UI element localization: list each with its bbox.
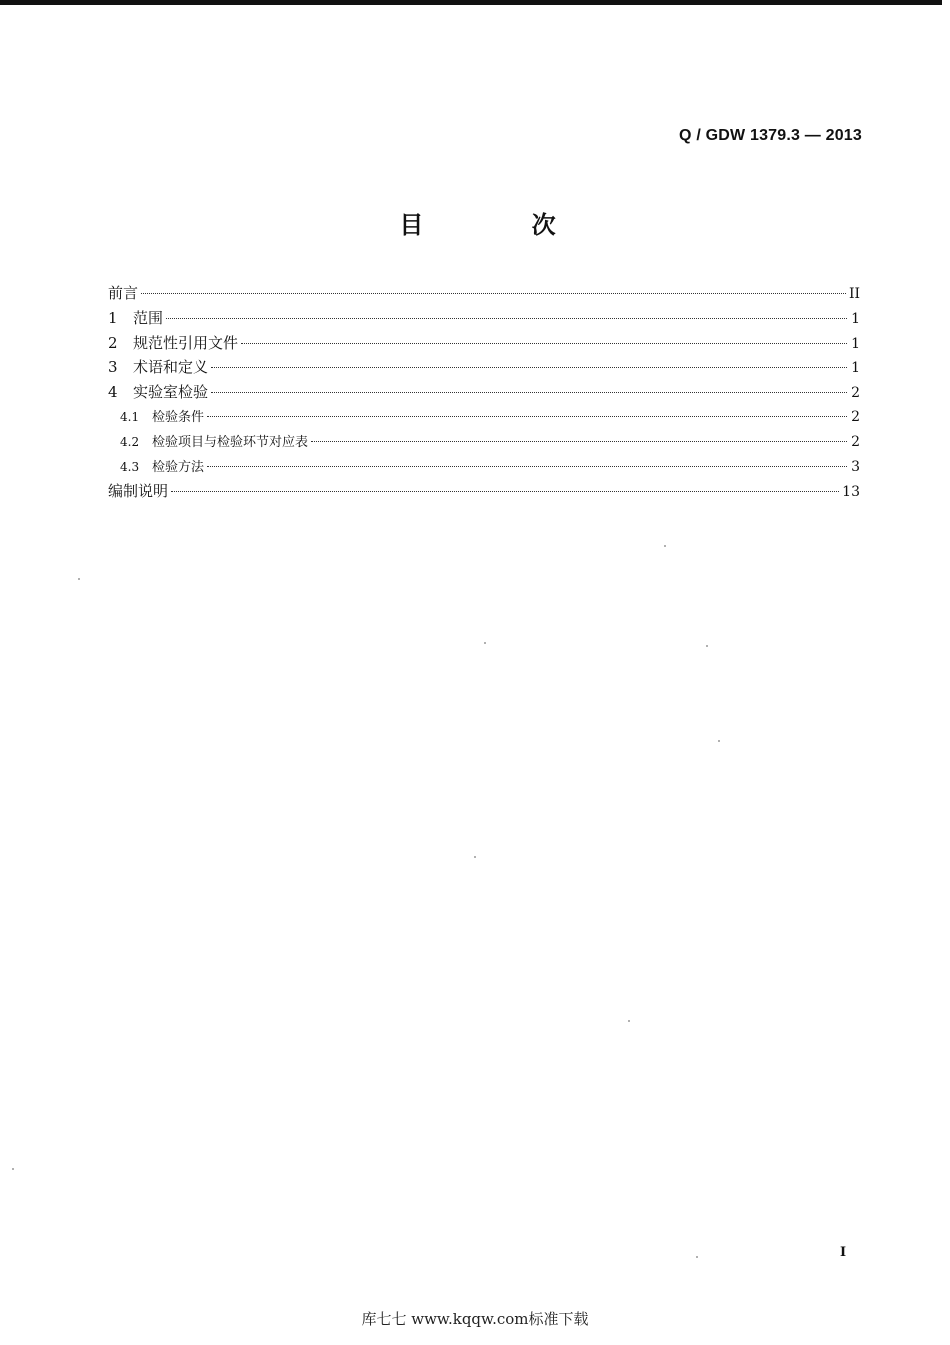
scan-speck [474, 856, 476, 858]
scan-speck [706, 645, 708, 647]
toc-entry-label: 前言 [108, 284, 139, 302]
toc-entry-number: 3 [108, 358, 118, 377]
toc-entry-inspection-methods[interactable] [108, 456, 860, 481]
toc-leader-dots [166, 318, 847, 319]
toc-entry-page: 2 [851, 433, 860, 450]
toc-entry-label: 检验项目与检验环节对应表 [152, 434, 309, 450]
scan-speck [12, 1168, 14, 1170]
toc-entry-label: 范围 [133, 308, 164, 327]
toc-leader-dots [241, 343, 847, 344]
scan-speck [718, 740, 720, 742]
toc-entry-number: 4 [108, 383, 118, 402]
toc-entry-foreword[interactable] [108, 282, 860, 307]
toc-entry-page: II [848, 286, 860, 302]
scan-speck [696, 1256, 698, 1258]
toc-entry-inspection-items-table[interactable] [108, 431, 860, 456]
toc-entry-page: 13 [842, 484, 860, 501]
table-of-contents [108, 282, 860, 505]
toc-entry-page: 1 [851, 335, 860, 352]
toc-entry-scope[interactable] [108, 307, 860, 332]
toc-entry-page: 2 [851, 408, 860, 425]
toc-entry-number: 4.2 [120, 434, 140, 449]
toc-entry-number: 4.3 [120, 459, 140, 474]
toc-entry-terms-definitions[interactable] [108, 356, 860, 381]
scan-speck [484, 642, 486, 644]
toc-entry-page: 2 [851, 385, 860, 402]
toc-entry-number: 4.1 [120, 409, 140, 424]
document-code: Q / GDW 1379.3 — 2013 [679, 127, 862, 144]
toc-entry-laboratory-inspection[interactable] [108, 381, 860, 406]
toc-leader-dots [311, 441, 847, 442]
toc-entry-number: 2 [108, 333, 118, 352]
scan-speck [664, 545, 666, 547]
toc-leader-dots [207, 416, 847, 417]
toc-title: 目 次 [399, 211, 606, 239]
toc-entry-page: 3 [851, 458, 860, 475]
toc-entry-label: 检验条件 [152, 409, 205, 425]
toc-entry-label: 规范性引用文件 [133, 333, 239, 352]
toc-entry-label: 术语和定义 [133, 358, 209, 377]
toc-entry-inspection-conditions[interactable] [108, 406, 860, 431]
page-number: I [840, 1245, 847, 1260]
toc-entry-label: 实验室检验 [133, 383, 209, 402]
toc-entry-compilation-notes[interactable] [108, 480, 860, 505]
toc-leader-dots [141, 293, 846, 294]
scan-speck [628, 1020, 630, 1022]
top-border-rule [0, 0, 942, 5]
toc-leader-dots [171, 491, 839, 492]
toc-entry-number: 1 [108, 308, 118, 327]
toc-entry-label: 编制说明 [108, 482, 169, 501]
toc-entry-normative-references[interactable] [108, 332, 860, 357]
toc-leader-dots [211, 367, 847, 368]
toc-entry-page: 1 [851, 360, 860, 377]
toc-leader-dots [207, 466, 847, 467]
toc-entry-page: 1 [851, 310, 860, 327]
toc-entry-label: 检验方法 [152, 459, 205, 475]
scan-speck [78, 578, 80, 580]
download-watermark: 库七七 www.kqqw.com标准下载 [361, 1310, 589, 1328]
toc-leader-dots [211, 392, 847, 393]
